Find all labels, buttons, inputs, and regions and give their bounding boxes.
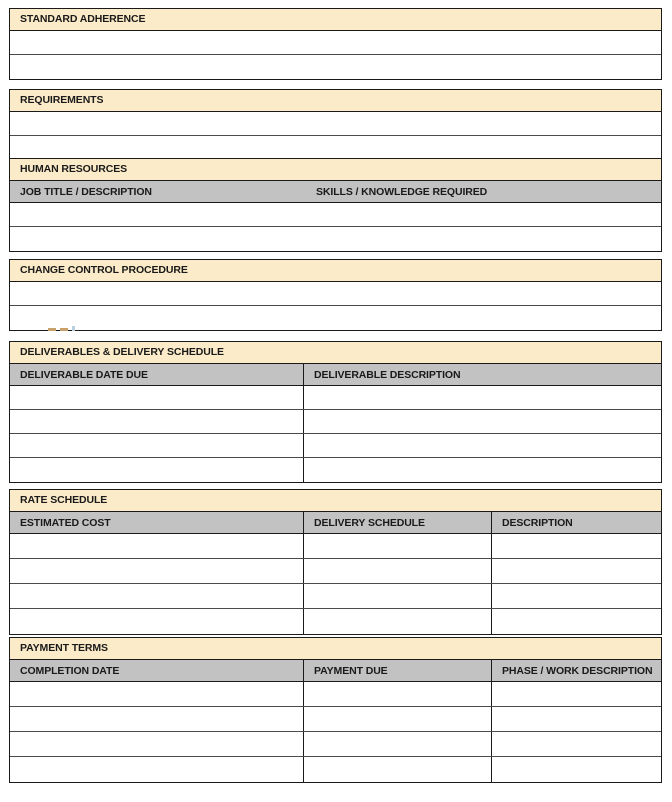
table-cell[interactable] (10, 410, 303, 433)
section-change-control-procedure (9, 259, 662, 331)
table-cell[interactable] (10, 282, 661, 305)
table-cell[interactable] (303, 434, 661, 457)
table-cell[interactable] (10, 757, 303, 782)
table-cell[interactable] (303, 386, 661, 409)
section-title-label: STANDARD ADHERENCE (20, 13, 146, 26)
table-cell[interactable] (491, 609, 661, 634)
table-cell[interactable] (303, 410, 661, 433)
section-title-label: REQUIREMENTS (20, 94, 104, 107)
section-title-bar (10, 90, 661, 112)
table-row[interactable] (10, 55, 661, 79)
section-title-bar (10, 260, 661, 282)
table-cell[interactable] (491, 707, 661, 731)
table-cell[interactable] (10, 386, 303, 409)
table-cell[interactable] (10, 559, 303, 583)
section-title-bar (10, 159, 661, 181)
table-cell[interactable] (10, 306, 661, 330)
table-cell[interactable] (491, 584, 661, 608)
section-payment-terms (9, 637, 662, 783)
table-row[interactable] (10, 112, 661, 136)
table-cell[interactable] (303, 732, 491, 756)
table-row[interactable] (10, 386, 661, 410)
column-header-job-title: JOB TITLE / DESCRIPTION (20, 185, 152, 198)
section-title-label: RATE SCHEDULE (20, 494, 108, 507)
section-standard-adherence (9, 8, 662, 80)
table-row[interactable] (10, 227, 661, 251)
table-cell[interactable] (491, 757, 661, 782)
table-header-row (10, 660, 661, 682)
table-row[interactable] (10, 757, 661, 782)
table-cell[interactable] (10, 458, 303, 482)
table-cell[interactable] (10, 434, 303, 457)
table-cell[interactable] (303, 559, 491, 583)
table-cell[interactable] (10, 609, 303, 634)
section-rate-schedule (9, 489, 662, 635)
column-header-skills-knowledge: SKILLS / KNOWLEDGE REQUIRED (316, 185, 488, 198)
table-cell[interactable] (303, 757, 491, 782)
table-cell[interactable] (10, 203, 661, 226)
table-cell[interactable] (10, 55, 661, 79)
section-title-label: PAYMENT TERMS (20, 642, 108, 655)
table-cell[interactable] (10, 534, 303, 558)
column-header-delivery-schedule: DELIVERY SCHEDULE (303, 512, 491, 533)
table-cell[interactable] (491, 732, 661, 756)
section-title-bar (10, 638, 661, 660)
table-row[interactable] (10, 534, 661, 559)
column-header-deliverable-date-due: DELIVERABLE DATE DUE (20, 368, 148, 381)
table-row[interactable] (10, 410, 661, 434)
table-header-row (10, 512, 661, 534)
table-cell[interactable] (491, 559, 661, 583)
table-row[interactable] (10, 682, 661, 707)
table-cell[interactable] (491, 534, 661, 558)
table-header-row (10, 181, 661, 203)
table-cell[interactable] (10, 707, 303, 731)
column-header-description: DESCRIPTION (491, 512, 661, 533)
table-row[interactable] (10, 282, 661, 306)
table-cell[interactable] (10, 732, 303, 756)
column-header-estimated-cost: ESTIMATED COST (20, 516, 111, 529)
clipped-graphic-artifact (48, 325, 75, 331)
table-cell[interactable] (303, 609, 491, 634)
table-row[interactable] (10, 31, 661, 55)
table-row[interactable] (10, 434, 661, 458)
column-header-payment-due: PAYMENT DUE (303, 660, 491, 681)
table-cell[interactable] (10, 31, 661, 54)
section-title-label: CHANGE CONTROL PROCEDURE (20, 264, 188, 277)
table-row[interactable] (10, 584, 661, 609)
table-header-row (10, 364, 661, 386)
table-cell[interactable] (10, 584, 303, 608)
table-row[interactable] (10, 732, 661, 757)
table-row[interactable] (10, 559, 661, 584)
table-cell[interactable] (10, 136, 661, 160)
section-human-resources (9, 158, 662, 252)
column-header-completion-date: COMPLETION DATE (20, 664, 120, 677)
table-row[interactable] (10, 203, 661, 227)
section-title-label: HUMAN RESOURCES (20, 163, 128, 176)
section-title-label: DELIVERABLES & DELIVERY SCHEDULE (20, 346, 224, 359)
table-cell[interactable] (303, 534, 491, 558)
table-row[interactable] (10, 136, 661, 160)
section-requirements (9, 89, 662, 161)
table-row[interactable] (10, 458, 661, 482)
table-cell[interactable] (303, 682, 491, 706)
table-cell[interactable] (491, 682, 661, 706)
table-cell[interactable] (303, 707, 491, 731)
section-title-bar (10, 9, 661, 31)
section-title-bar (10, 490, 661, 512)
table-row[interactable] (10, 306, 661, 330)
column-header-phase-work-description: PHASE / WORK DESCRIPTION (491, 660, 661, 681)
table-cell[interactable] (303, 458, 661, 482)
table-row[interactable] (10, 707, 661, 732)
table-row[interactable] (10, 609, 661, 634)
section-deliverables-delivery-schedule (9, 341, 662, 483)
table-cell[interactable] (10, 682, 303, 706)
table-cell[interactable] (303, 584, 491, 608)
table-cell[interactable] (10, 227, 661, 251)
column-header-deliverable-description: DELIVERABLE DESCRIPTION (303, 364, 661, 385)
section-title-bar (10, 342, 661, 364)
table-cell[interactable] (10, 112, 661, 135)
